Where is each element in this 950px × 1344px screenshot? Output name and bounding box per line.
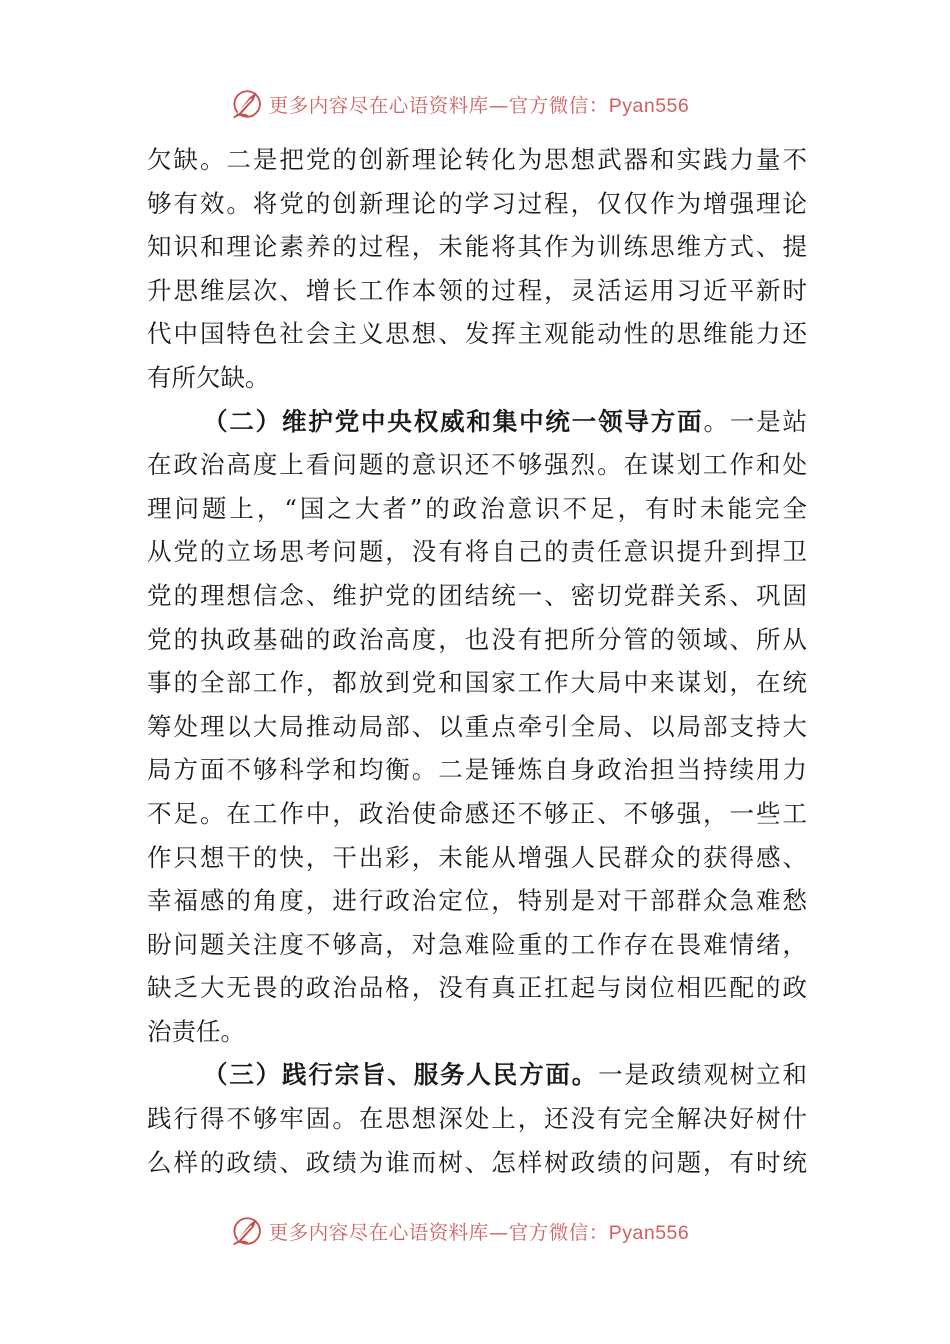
- text-line: 有所欠缺。: [147, 362, 270, 392]
- text-line: 筹处理以大局推动局部、以重点牵引全局、以局部支持大: [147, 711, 807, 741]
- section-lead-3: 一是政绩观树立和: [598, 1060, 808, 1090]
- text-line: 缺乏大无畏的政治品格，没有真正扛起与岗位相匹配的政: [147, 973, 807, 1003]
- text-line: 升思维层次、增长工作本领的过程，灵活运用习近平新时: [147, 275, 807, 305]
- text-line: 践行得不够牢固。在思想深处上，还没有完全解决好树什: [147, 1104, 807, 1134]
- text-line: 代中国特色社会主义思想、发挥主观能动性的思维能力还: [147, 319, 807, 349]
- text-line: 在政治高度上看问题的意识还不够强烈。在谋划工作和处: [147, 450, 807, 480]
- text-line: 么样的政绩、政绩为谁而树、怎样树政绩的问题，有时统: [147, 1147, 807, 1177]
- footer-wechat-id: Pyan556: [608, 1222, 690, 1244]
- text-line: 知识和理论素养的过程，未能将其作为训练思维方式、提: [147, 232, 807, 262]
- header-banner: [0, 84, 950, 124]
- text-line: [147, 1053, 807, 1097]
- text-line: 党的执政基础的政治高度，也没有把所分管的领域、所从: [147, 624, 807, 654]
- document-body: [147, 138, 807, 1184]
- footer-banner-text: 更多内容尽在心语资料库—官方微信：Pyan556: [268, 1221, 690, 1244]
- footer-banner: [0, 1211, 950, 1251]
- pen-nib-logo-icon: [231, 87, 265, 121]
- text-line: 治责任。: [147, 1016, 245, 1046]
- text-line: 幸福感的角度，进行政治定位，特别是对干部群众急难愁: [147, 886, 807, 916]
- paragraph-1: [147, 138, 807, 400]
- section-heading-3: （三）践行宗旨、服务人民方面。: [203, 1060, 599, 1090]
- pen-nib-logo-icon: [231, 1214, 265, 1248]
- text-line: 作只想干的快，干出彩，未能从增强人民群众的获得感、: [147, 842, 807, 872]
- header-banner-text: 更多内容尽在心语资料库—官方微信：Pyan556: [268, 94, 690, 117]
- section-lead-2: 。一是站: [703, 406, 808, 436]
- text-line: 党的理想信念、维护党的团结统一、密切党群关系、巩固: [147, 580, 807, 610]
- text-line: 理问题上，“国之大者”的政治意识不足，有时未能完全: [147, 493, 807, 523]
- text-line: [147, 400, 807, 444]
- text-line: 盼问题关注度不够高，对急难险重的工作存在畏难情绪，: [147, 929, 807, 959]
- paragraph-2: [147, 400, 807, 1054]
- text-line: 局方面不够科学和均衡。二是锤炼自身政治担当持续用力: [147, 755, 807, 785]
- section-heading-2: （二）维护党中央权威和集中统一领导方面: [203, 406, 704, 436]
- paragraph-3: [147, 1053, 807, 1184]
- text-line: 从党的立场思考问题，没有将自己的责任意识提升到捍卫: [147, 537, 807, 567]
- text-line: 事的全部工作，都放到党和国家工作大局中来谋划，在统: [147, 668, 807, 698]
- text-line: 欠缺。二是把党的创新理论转化为思想武器和实践力量不: [147, 145, 807, 174]
- header-wechat-id: Pyan556: [608, 95, 690, 117]
- text-line: 不足。在工作中，政治使命感还不够正、不够强，一些工: [147, 798, 807, 828]
- text-line: 够有效。将党的创新理论的学习过程，仅仅作为增强理论: [147, 188, 807, 218]
